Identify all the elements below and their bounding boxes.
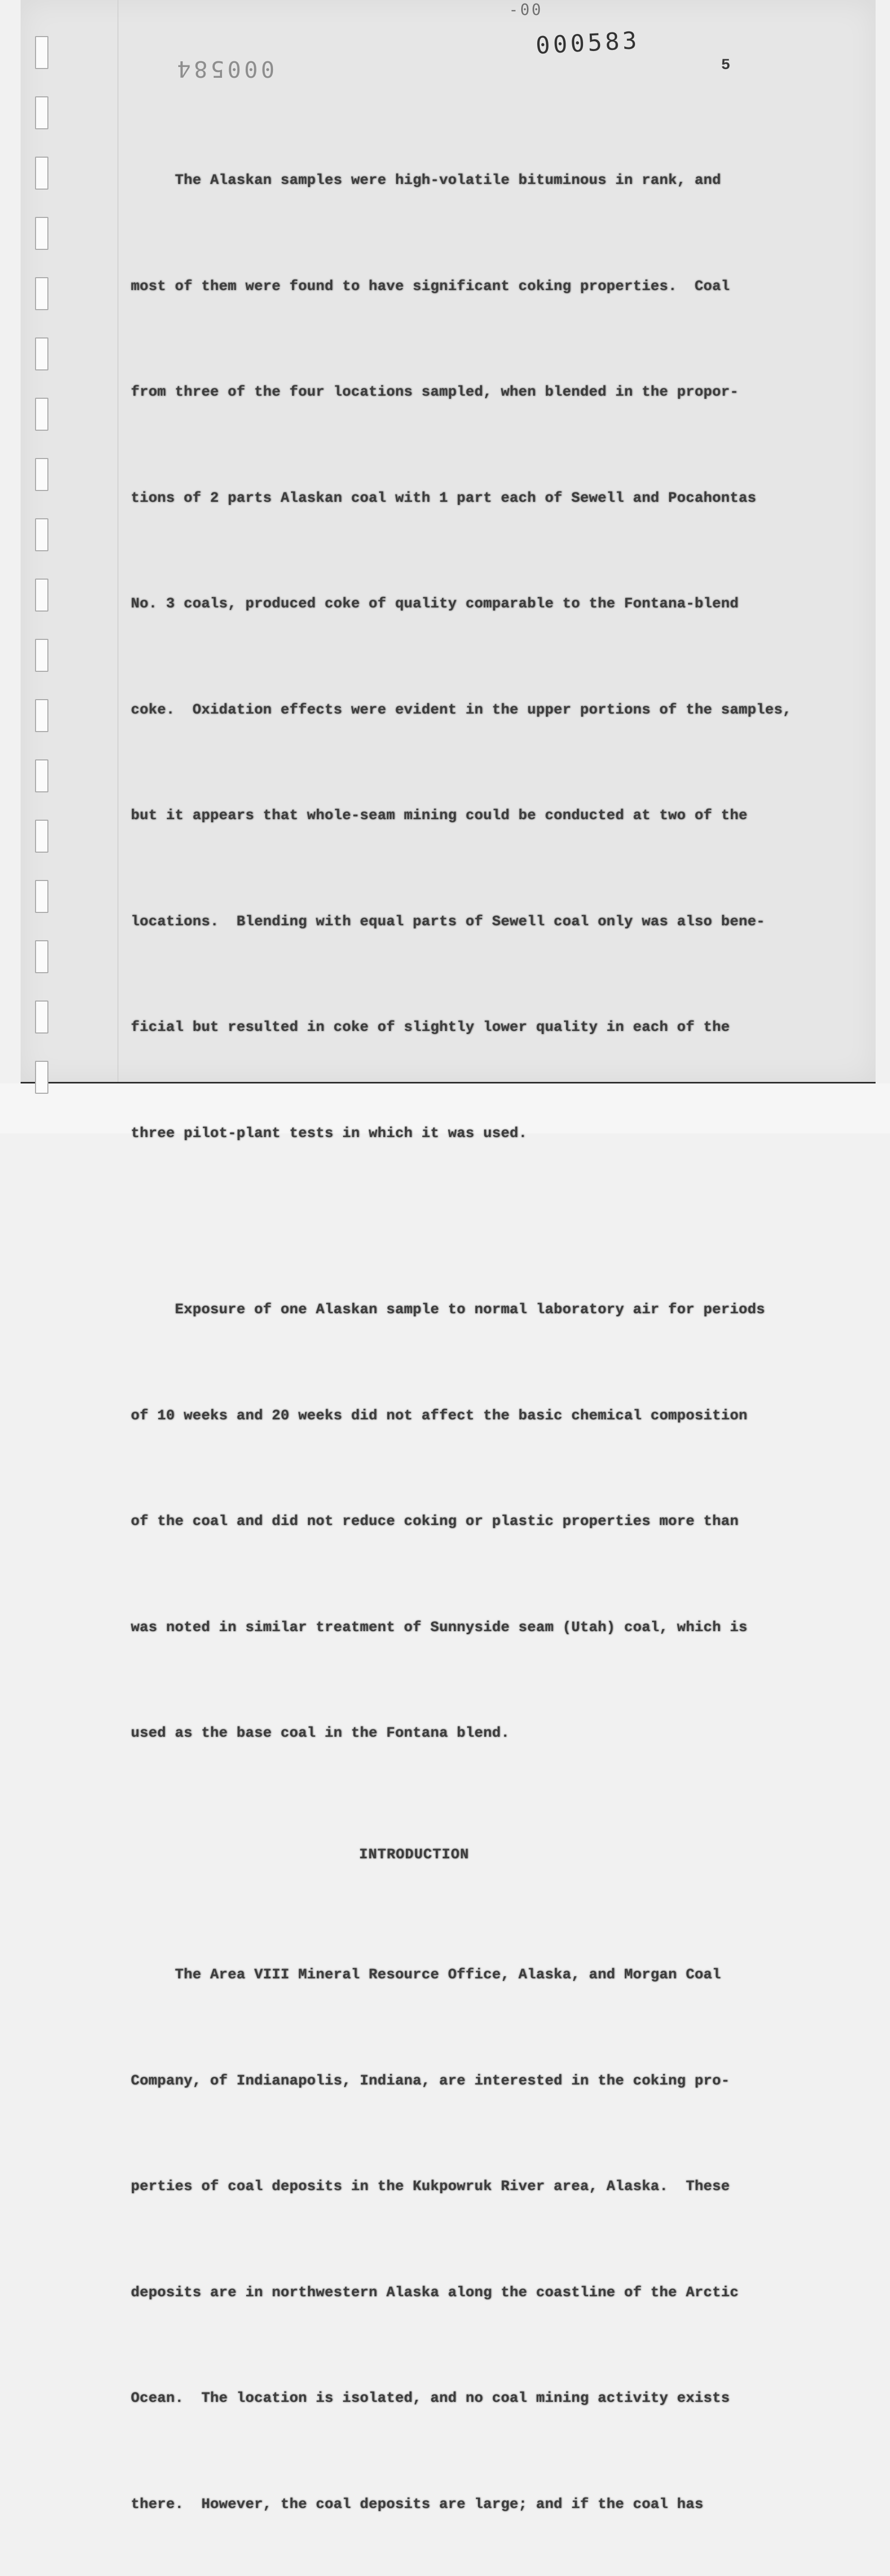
punch-hole <box>35 880 48 913</box>
punch-hole <box>35 398 48 431</box>
faded-document-number-stamp: 000584 <box>174 56 275 82</box>
text-line: The Area VIII Mineral Resource Office, Alaska, and Morgan Coal <box>131 1967 721 1983</box>
punch-hole <box>35 217 48 250</box>
document-number-stamp: 000583 <box>535 26 641 60</box>
text-line: deposits are in northwestern Alaska along the coastline of the Arctic <box>131 2284 739 2301</box>
text-line: from three of the four locations sampled, when blended in the propor- <box>131 384 739 400</box>
punch-hole <box>35 518 48 551</box>
text-line: Exposure of one Alaskan sample to normal laboratory air for periods <box>131 1302 765 1318</box>
punch-hole <box>35 940 48 973</box>
left-margin-rule <box>117 0 118 1082</box>
summary-paragraph-1 <box>131 93 800 1222</box>
punch-hole <box>35 1001 48 1033</box>
text-line: used as the base coal in the Fontana blend. <box>131 1725 510 1741</box>
punch-hole <box>35 96 48 129</box>
section-heading: INTRODUCTION <box>359 1846 469 1863</box>
document-body <box>131 93 800 2576</box>
punch-hole <box>35 759 48 792</box>
punch-hole <box>35 699 48 732</box>
page-number: 5 <box>721 57 731 74</box>
punch-hole <box>35 458 48 491</box>
punch-hole <box>35 337 48 370</box>
text-line: Ocean. The location is isolated, and no coal mining activity exists <box>131 2391 730 2406</box>
punch-hole <box>35 36 48 69</box>
text-line: perties of coal deposits in the Kukpowruk River area, Alaska. These <box>131 2179 730 2195</box>
punch-hole <box>35 579 48 612</box>
text-line: Company, of Indianapolis, Indiana, are interested in the coking pro- <box>131 2073 730 2089</box>
text-line: coke. Oxidation effects were evident in the upper portions of the samples, <box>131 702 792 718</box>
punch-hole <box>35 1061 48 1094</box>
text-line: but it appears that whole-seam mining could be conducted at two of the <box>131 808 748 824</box>
punch-hole-column <box>35 36 48 1121</box>
text-line: No. 3 coals, produced coke of quality comparable to the Fontana-blend <box>131 596 739 612</box>
text-line: The Alaskan samples were high-volatile bituminous in rank, and <box>131 173 721 189</box>
punch-hole <box>35 277 48 310</box>
summary-paragraph-2 <box>131 1222 800 1822</box>
text-line: of the coal and did not reduce coking or plastic properties more than <box>131 1514 739 1530</box>
text-line: was noted in similar treatment of Sunnyside seam (Utah) coal, which is <box>131 1619 748 1636</box>
punch-hole <box>35 639 48 672</box>
text-line: there. However, the coal deposits are large; and if the coal has <box>131 2496 704 2513</box>
text-line: locations. Blending with equal parts of Sewell coal only was also bene- <box>131 913 765 930</box>
text-line: tions of 2 parts Alaskan coal with 1 part each of Sewell and Pocahontas <box>131 490 757 506</box>
punch-hole <box>35 820 48 853</box>
top-stamp-mark: -00 <box>509 1 543 19</box>
text-line: ficial but resulted in coke of slightly lower quality in each of the <box>131 1020 730 1036</box>
text-line: of 10 weeks and 20 weeks did not affect the basic chemical composition <box>131 1408 748 1424</box>
text-line: most of them were found to have significant coking properties. Coal <box>131 278 730 295</box>
text-line: three pilot-plant tests in which it was used. <box>131 1125 527 1142</box>
introduction-paragraph <box>131 1887 800 2576</box>
punch-hole <box>35 157 48 190</box>
